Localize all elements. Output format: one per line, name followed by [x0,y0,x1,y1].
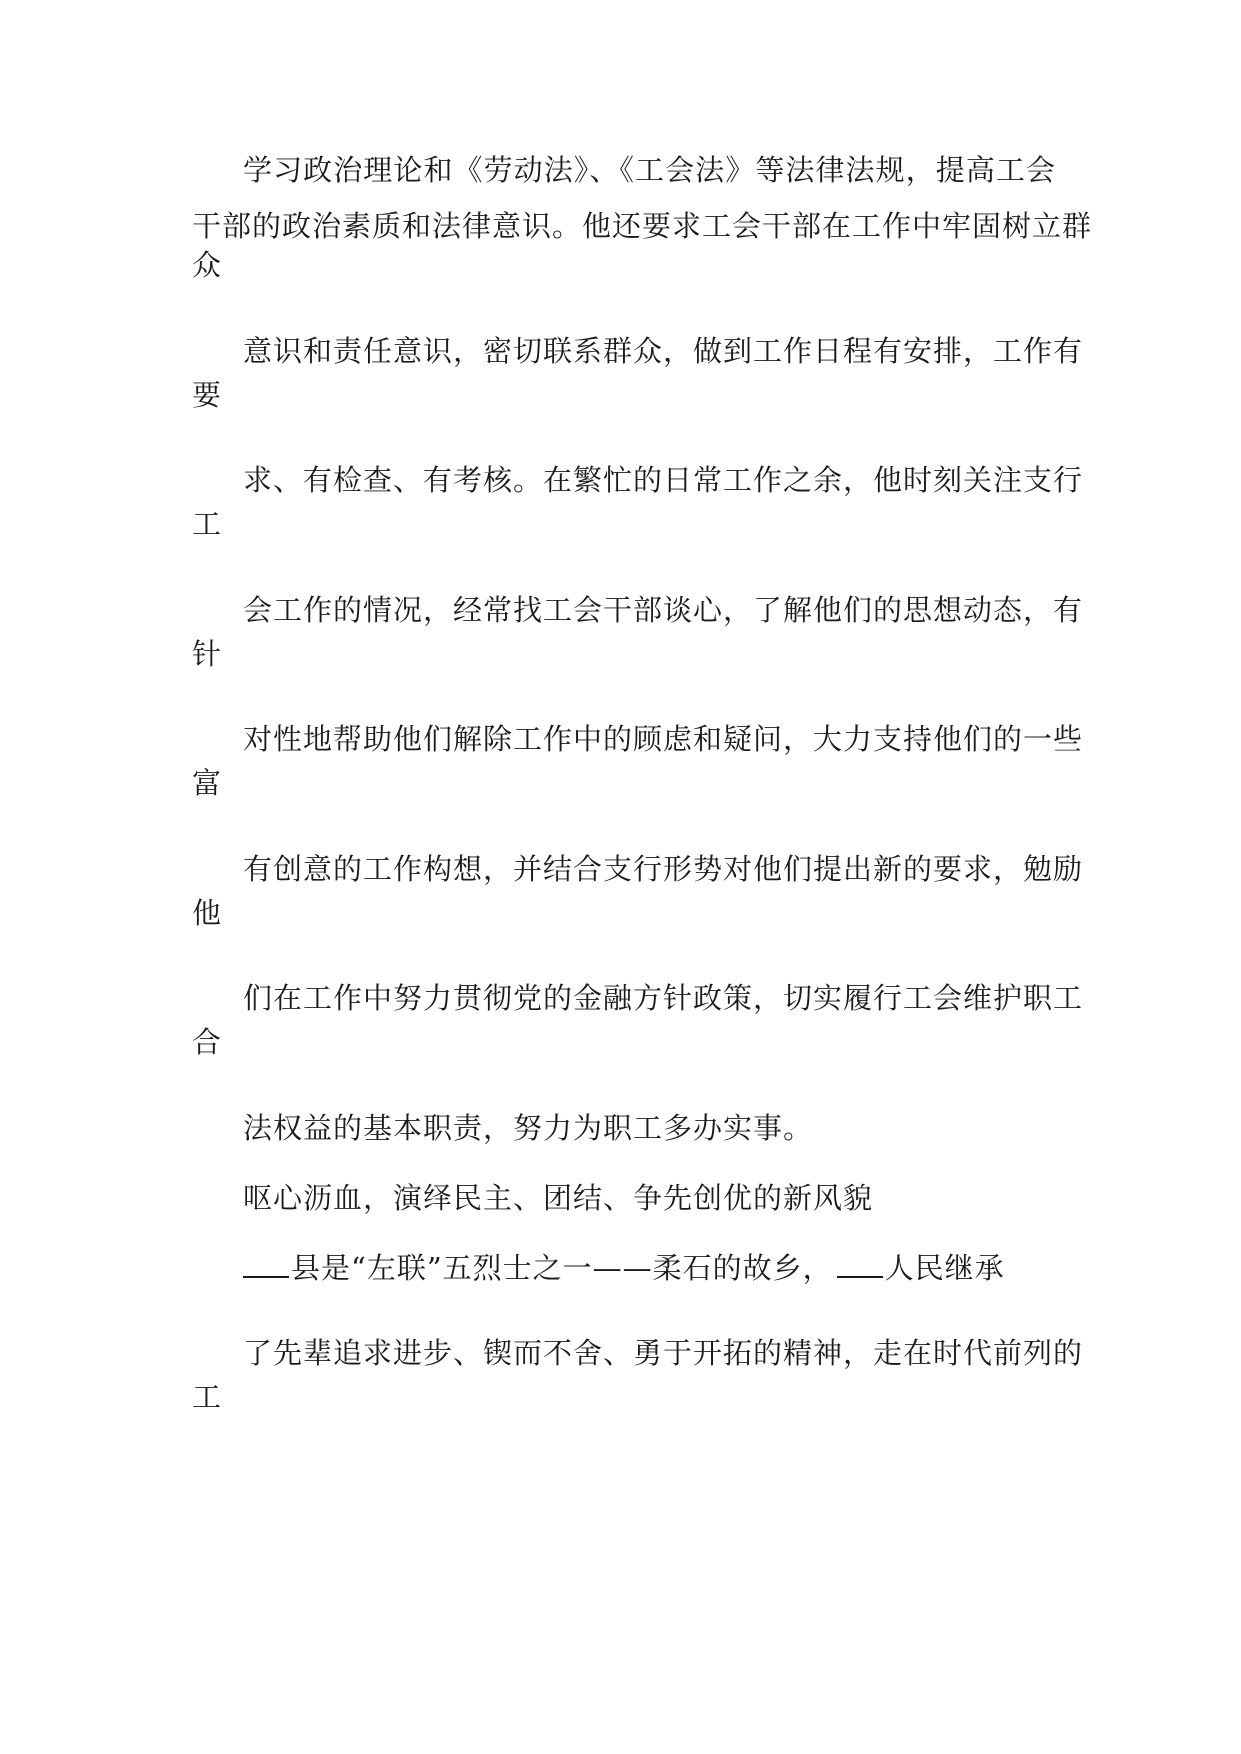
paragraph-line: 工 [192,1380,223,1414]
paragraph-line: 对性地帮助他们解除工作中的顾虑和疑问，大力支持他们的一些 [243,722,1084,756]
paragraph-line: 富 [192,766,223,800]
paragraph-line: 求、有检查、有考核。在繁忙的日常工作之余，他时刻关注支行 [243,463,1084,497]
paragraph-line: 有创意的工作构想，并结合支行形势对他们提出新的要求，勉励 [243,852,1084,886]
paragraph-line: 工 [192,507,223,541]
county-line [243,1251,1005,1285]
paragraph-line: 针 [192,637,223,671]
paragraph-line: 学习政治理论和《劳动法》、《工会法》等法律法规，提高工会 [243,153,1056,187]
paragraph-line: 要 [192,378,223,412]
paragraph-line: 了先辈追求进步、锲而不舍、勇于开拓的精神，走在时代前列的 [243,1336,1084,1370]
fill-blank [243,1254,289,1278]
paragraph-line: 干部的政治素质和法律意识。他还要求工会干部在工作中牢固树立群 [192,209,1093,243]
paragraph-line: 们在工作中努力贯彻党的金融方针政策，切实履行工会维护职工 [243,981,1084,1015]
paragraph-line: 众 [192,248,223,282]
county-line-text: 人民继承 [884,1251,1005,1285]
paragraph-line: 意识和责任意识，密切联系群众，做到工作日程有安排，工作有 [243,334,1084,368]
paragraph-line: 合 [192,1025,223,1059]
paragraph-line: 他 [192,896,223,930]
county-line-text: 县是“左联”五烈士之一——柔石的故乡， [291,1251,833,1285]
section-heading: 呕心沥血，演绎民主、团结、争先创优的新风貌 [243,1181,874,1215]
paragraph-line: 法权益的基本职责，努力为职工多办实事。 [243,1111,814,1145]
paragraph-line: 会工作的情况，经常找工会干部谈心，了解他们的思想动态，有 [243,593,1084,627]
fill-blank [837,1254,883,1278]
